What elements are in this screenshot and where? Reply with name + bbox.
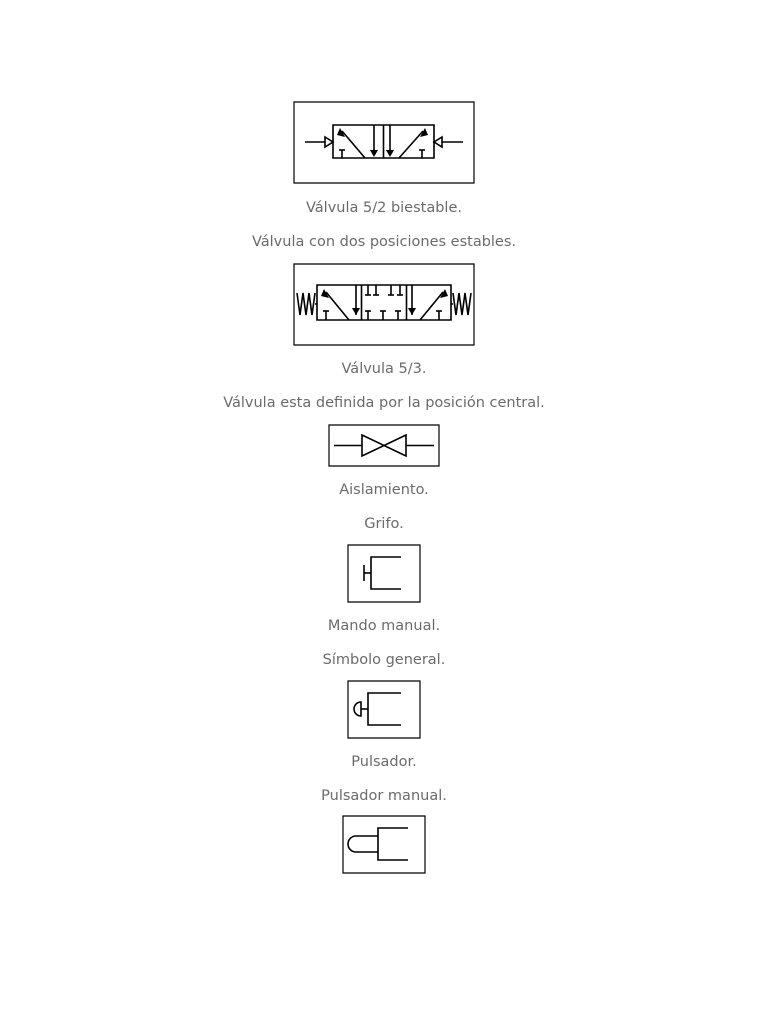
valve-5-2-bistable-symbol: [293, 101, 475, 184]
symbol-caption: Aislamiento.: [339, 482, 429, 498]
isolation-tap-symbol: [328, 424, 440, 467]
symbol-description: Válvula con dos posiciones estables.: [251, 234, 517, 250]
plunger-symbol: [342, 815, 426, 874]
valve-5-3-symbol: [293, 263, 475, 346]
symbol-description: Grifo.: [364, 516, 404, 532]
symbol-description: Símbolo general.: [322, 652, 446, 668]
symbol-caption: Válvula 5/2 biestable.: [306, 200, 462, 216]
manual-control-symbol: [347, 544, 421, 603]
symbol-description: Pulsador manual.: [321, 788, 447, 804]
symbol-caption: Válvula 5/3.: [341, 361, 427, 377]
symbol-caption: Pulsador.: [351, 754, 417, 770]
symbol-description: Válvula esta definida por la posición central.: [223, 395, 545, 411]
push-button-symbol: [347, 680, 421, 739]
symbol-caption: Mando manual.: [327, 618, 441, 634]
